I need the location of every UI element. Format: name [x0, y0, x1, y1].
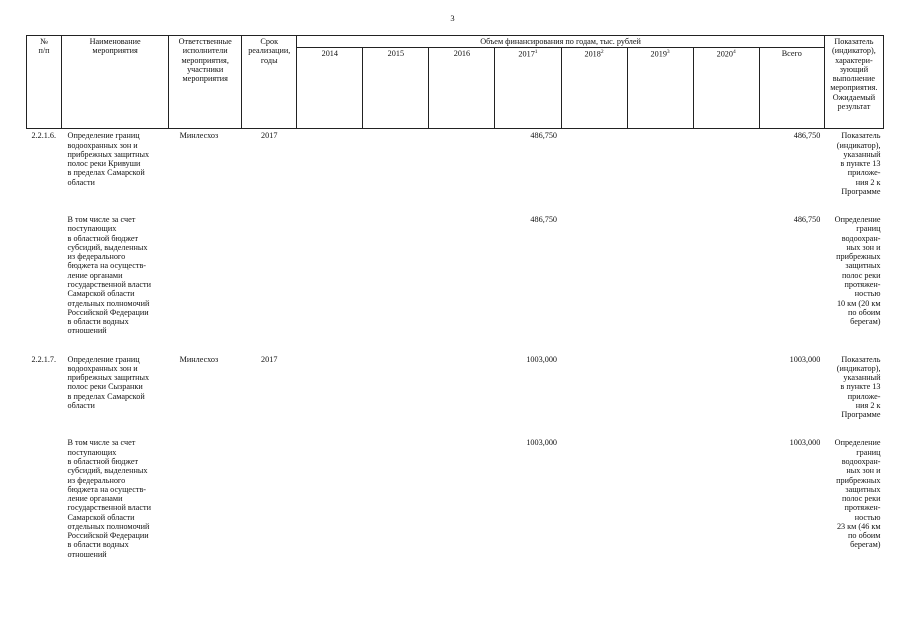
- row-number: 2.2.1.7.: [31, 354, 57, 364]
- header-term: Срок реализации, годы: [242, 36, 297, 129]
- row-indicator: Показатель (индикатор), указанный в пункте 13 приложе- ния 2 к Программе: [836, 354, 881, 420]
- table-header: [27, 36, 884, 129]
- header-year-2020: 2020$^4$: [693, 48, 759, 129]
- row-amount-2019: [627, 353, 693, 421]
- row-amount-total: 1003,000: [789, 354, 821, 364]
- row-amount-2020: [693, 129, 759, 197]
- row-amount-2016: [429, 129, 495, 197]
- financing-table: [26, 35, 884, 560]
- row-amount-2017: 486,750: [530, 131, 558, 141]
- row-spacer: [27, 337, 884, 353]
- row-amount-2014: [297, 213, 363, 336]
- row-amount-2015: [363, 129, 429, 197]
- header-number: № п/п: [27, 36, 62, 129]
- row-number: [27, 213, 62, 336]
- row-term: [242, 436, 297, 559]
- row-executor: Минлесхоз: [179, 131, 219, 141]
- row-indicator: Показатель (индикатор), указанный в пункте 13 приложе- ния 2 к Программе: [836, 131, 881, 196]
- row-amount-2018: [561, 353, 627, 421]
- footnote-mark: 4: [732, 49, 736, 56]
- header-financing: Объем финансирования по годам, тыс. рублей: [297, 36, 825, 48]
- row-amount-2019: [627, 436, 693, 559]
- row-amount-2015: [363, 353, 429, 421]
- row-indicator: Определение границ водоохран- ных зон и прибрежных защитных полос реки протяжен- ностью 23 км (46 км по обоим берегам): [834, 438, 881, 550]
- page-number: 3: [450, 13, 455, 23]
- row-amount-2014: [297, 436, 363, 559]
- row-spacer: [27, 197, 884, 213]
- table-row: [27, 436, 884, 559]
- row-amount-2020: [693, 213, 759, 336]
- row-amount-2016: [429, 353, 495, 421]
- row-amount-2018: [561, 129, 627, 197]
- row-executor: [169, 436, 242, 559]
- row-amount-2018: [561, 213, 627, 336]
- header-year-total: Всего: [759, 48, 824, 129]
- row-name: В том числе за счет поступающих в областной бюджет субсидий, выделенных из федерального бюджета на осуществ- ление органами государственной власти Самарской области отдельных полномочий Российской Федерации в области водных отношений: [67, 438, 152, 559]
- table-body: [27, 129, 884, 560]
- row-spacer: [27, 420, 884, 436]
- row-name: В том числе за счет поступающих в областной бюджет субсидий, выделенных из федерального бюджета на осуществ- ление органами государственной власти Самарской области отдельных полномочий Российской Федерации в области водных отношений: [67, 215, 152, 336]
- row-amount-2015: [363, 213, 429, 336]
- row-amount-2020: [693, 353, 759, 421]
- header-year-2015: 2015: [363, 48, 429, 129]
- row-amount-2019: [627, 129, 693, 197]
- header-year-2017: 2017$^1$: [495, 48, 561, 129]
- footnote-mark: 3: [666, 49, 670, 56]
- row-name: Определение границ водоохранных зон и прибрежных защитных полос реки Сызранки в пределах Самарской области: [67, 354, 150, 410]
- row-term: [242, 213, 297, 336]
- table-row: [27, 353, 884, 421]
- row-amount-2015: [363, 436, 429, 559]
- row-amount-total: 486,750: [793, 131, 821, 141]
- row-term: 2017: [261, 131, 278, 141]
- header-indicator: Показатель (индикатор), характери- зующий выполнение мероприятия. Ожидаемый результат: [824, 36, 883, 129]
- row-indicator: Определение границ водоохран- ных зон и прибрежных защитных полос реки протяжен- ностью 10 км (20 км по обоим берегам): [834, 215, 881, 327]
- row-amount-2016: [429, 436, 495, 559]
- row-amount-2017: 1003,000: [526, 438, 558, 448]
- row-amount-2018: [561, 436, 627, 559]
- table-row: [27, 213, 884, 336]
- row-term: 2017: [261, 354, 278, 364]
- header-year-2019: 2019$^3$: [627, 48, 693, 129]
- row-amount-2017: 486,750: [530, 215, 558, 225]
- row-number: [27, 436, 62, 559]
- row-amount-total: 486,750: [793, 215, 821, 225]
- row-amount-2016: [429, 213, 495, 336]
- row-amount-2017: 1003,000: [526, 354, 558, 364]
- row-number: 2.2.1.6.: [31, 131, 57, 141]
- header-name: Наименование мероприятия: [62, 36, 169, 129]
- footnote-mark: 1: [534, 49, 538, 56]
- row-amount-2014: [297, 353, 363, 421]
- header-year-2018: 2018$^2$: [561, 48, 627, 129]
- footnote-mark: 2: [600, 49, 604, 56]
- row-amount-2019: [627, 213, 693, 336]
- row-amount-2020: [693, 436, 759, 559]
- header-executors: Ответственные исполнители мероприятия, участники мероприятия: [169, 36, 242, 129]
- header-year-2014: 2014: [297, 48, 363, 129]
- header-year-2016: 2016: [429, 48, 495, 129]
- row-name: Определение границ водоохранных зон и прибрежных защитных полос реки Кривуши в пределах Самарской области: [67, 131, 150, 187]
- table-row: [27, 129, 884, 197]
- row-executor: Минлесхоз: [179, 354, 219, 364]
- row-amount-total: 1003,000: [789, 438, 821, 448]
- row-executor: [169, 213, 242, 336]
- row-amount-2014: [297, 129, 363, 197]
